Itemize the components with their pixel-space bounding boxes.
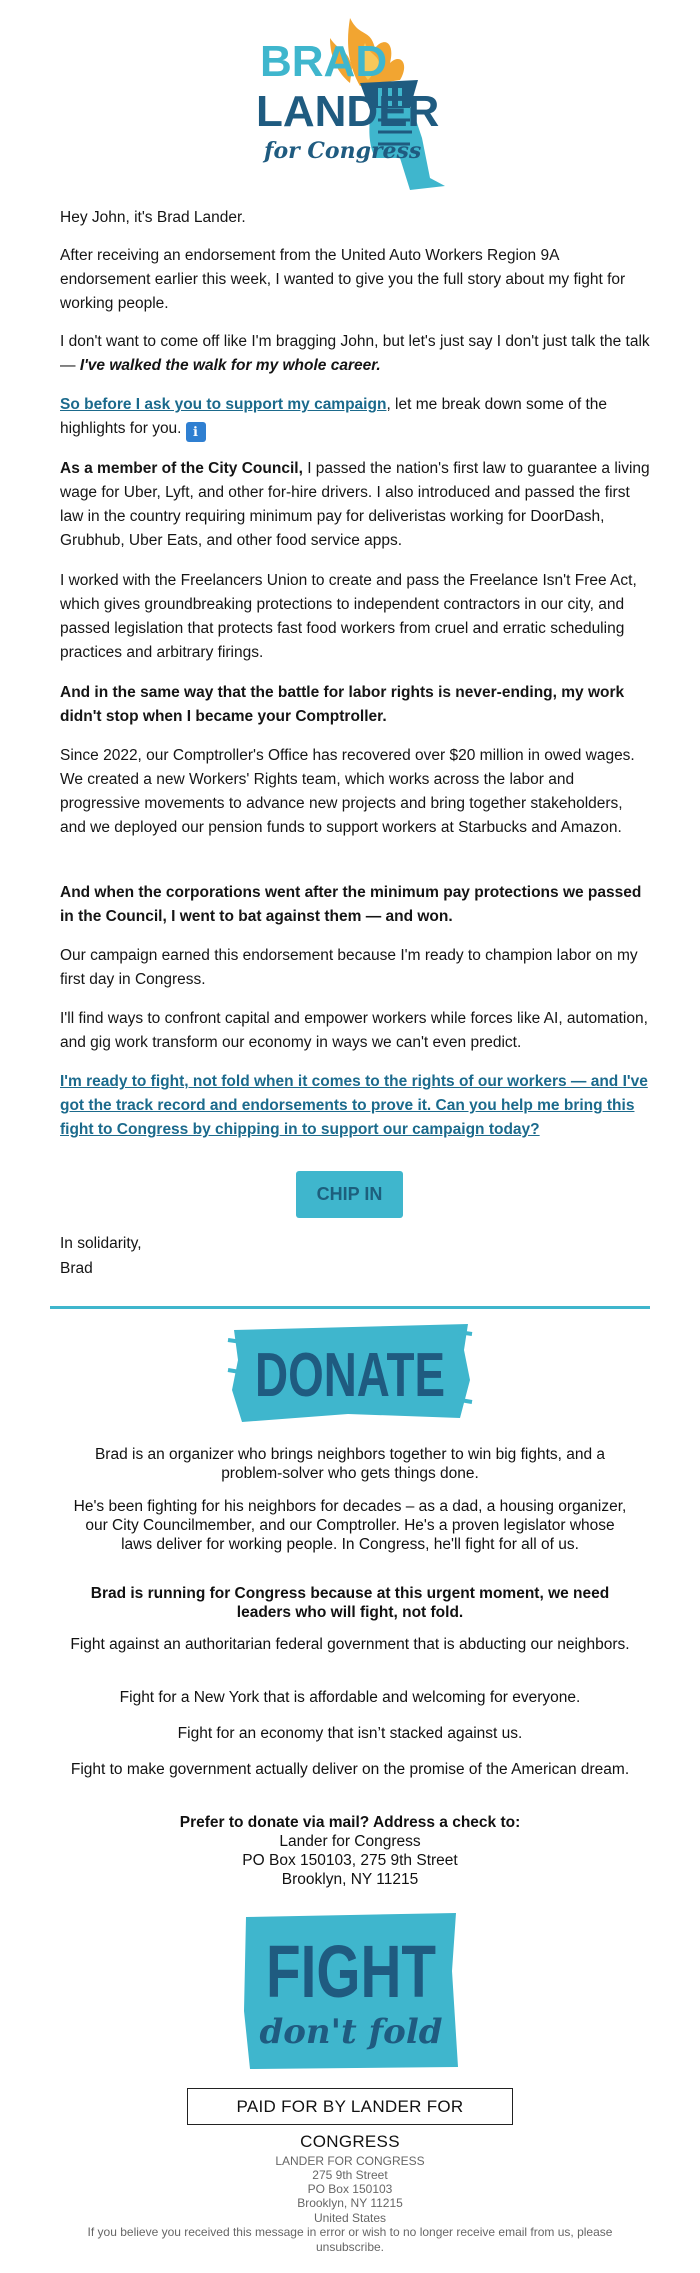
mail-line-2: PO Box 150103, 275 9th Street [242,1852,458,1869]
signoff-solidarity: In solidarity, [60,1235,142,1252]
unsubscribe-link[interactable]: unsubscribe. [315,2240,385,2254]
fight-dont-fold-badge [242,1911,460,2071]
donate-running-text: Brad is running for Congress because at this urgent moment, we need leaders who will fight, not fold. [90,1585,610,1621]
mail-line-1: Lander for Congress [279,1833,421,1850]
paragraph-freelancers: I worked with the Freelancers Union to create and pass the Freelance Isn't Free Act, which gives groundbreaking protections to independent contractors in our city, and passed legislation that protects fast food workers from cruel and erratic scheduling practices and arbitrary firings. [60,572,637,661]
donate-banner-text: DONATE [255,1341,445,1410]
chip-in-button[interactable]: CHIP IN [296,1171,403,1218]
paragraph-support-intro [60,393,650,442]
footer-country: United States [313,2211,387,2225]
mail-heading: Prefer to donate via mail? Address a check to: [179,1814,521,1831]
info-icon: ℹ [186,422,206,442]
donate-organizer-text: Brad is an organizer who brings neighbors together to win big fights, and a problem-solver who gets things done. [94,1446,606,1482]
footer-address-2: PO Box 150103 [307,2182,393,2196]
donate-fight-government: Fight to make government actually deliver on the promise of the American dream. [70,1761,630,1778]
fight-badge-text: FIGHT [266,1930,436,2013]
paragraph-comptroller: Since 2022, our Comptroller's Office has recovered over $20 million in owed wages. We created a new Workers' Rights team, which works across the labor and progressive movements to advance new projects and bring together stakeholders, and we deployed our pension funds to support workers at Starbucks and Amazon. [60,747,635,836]
donate-banner[interactable] [228,1320,472,1424]
footer-notice: If you believe you received this message in error or wish to no longer receive email from us, please [87,2225,613,2239]
footer-address-1: 275 9th Street [312,2168,388,2182]
paragraph-bragging-text: I don't want to come off like I'm bragging John, but let's just say I don't just talk the talk — [60,333,650,374]
paragraph-city-council [60,457,650,553]
support-intro-text: , let me break down some of the highlights for you. [60,396,607,437]
donate-fight-affordable: Fight for a New York that is affordable and welcoming for everyone. [119,1689,581,1706]
city-council-bold: As a member of the City Council, [60,460,303,477]
brush-stroke-icon [228,1320,472,1424]
paragraph-endorsement: After receiving an endorsement from the United Auto Workers Region 9A endorsement earlier this week, I wanted to give you the full story about my fight for working people. [60,247,626,312]
signoff-name: Brad [60,1260,93,1277]
torch-logo-icon [200,8,500,198]
dont-fold-badge-text: don't fold [259,2012,443,2052]
paid-for-disclaimer: PAID FOR BY LANDER FOR CONGRESS [187,2088,513,2125]
walked-the-walk-emphasis: I've walked the walk for my whole career. [79,357,381,374]
fight-badge-icon [242,1911,460,2071]
donate-fighting-text: He's been fighting for his neighbors for decades – as a dad, a housing organizer, our City Councilmember, and our Comptroller. He's a proven legislator whose laws deliver for working people. In Congress, he'll fight for all of us. [73,1498,627,1553]
mail-line-3: Brooklyn, NY 11215 [281,1871,419,1888]
logo-lander-text: LANDER [256,87,440,136]
section-divider [50,1306,650,1309]
footer-org: LANDER FOR CONGRESS [275,2154,425,2168]
support-campaign-link[interactable]: So before I ask you to support my campaign [60,396,387,413]
campaign-logo [200,8,500,198]
paragraph-endorsement-earned: Our campaign earned this endorsement because I'm ready to champion labor on my first day in Congress. [60,947,638,988]
paragraph-chip-in-ask [60,1070,650,1142]
donate-fight-authoritarian: Fight against an authoritarian federal government that is abducting our neighbors. [70,1636,630,1653]
paragraph-bragging [60,330,650,378]
paragraph-confront-capital: I'll find ways to confront capital and empower workers while forces like AI, automation, and gig work transform our economy in ways we can't even predict. [60,1010,648,1051]
greeting: Hey John, it's Brad Lander. [60,209,246,226]
footer-address-3: Brooklyn, NY 11215 [297,2196,403,2210]
chip-in-ask-link[interactable]: I'm ready to fight, not fold when it comes to the rights of our workers — and I've got the track record and endorsements to prove it. Can you help me bring this fight to Congress by chipping in to support our campaign today? [60,1073,648,1138]
donate-fight-economy: Fight for an economy that isn’t stacked against us. [177,1725,523,1742]
logo-congress-text: for Congress [264,138,422,164]
paragraph-labor-rights: And in the same way that the battle for labor rights is never-ending, my work didn't stop when I became your Comptroller. [60,684,625,725]
paragraph-corporations: And when the corporations went after the minimum pay protections we passed in the Council, I went to bat against them — and won. [60,884,642,925]
logo-brad-text: BRAD [260,37,388,86]
city-council-text: I passed the nation's first law to guarantee a living wage for Uber, Lyft, and other for-hire drivers. I also introduced and passed the first law in the country requiring minimum pay for deliveristas working for DoorDash, Grubhub, Uber Eats, and other food service apps. [60,460,650,549]
